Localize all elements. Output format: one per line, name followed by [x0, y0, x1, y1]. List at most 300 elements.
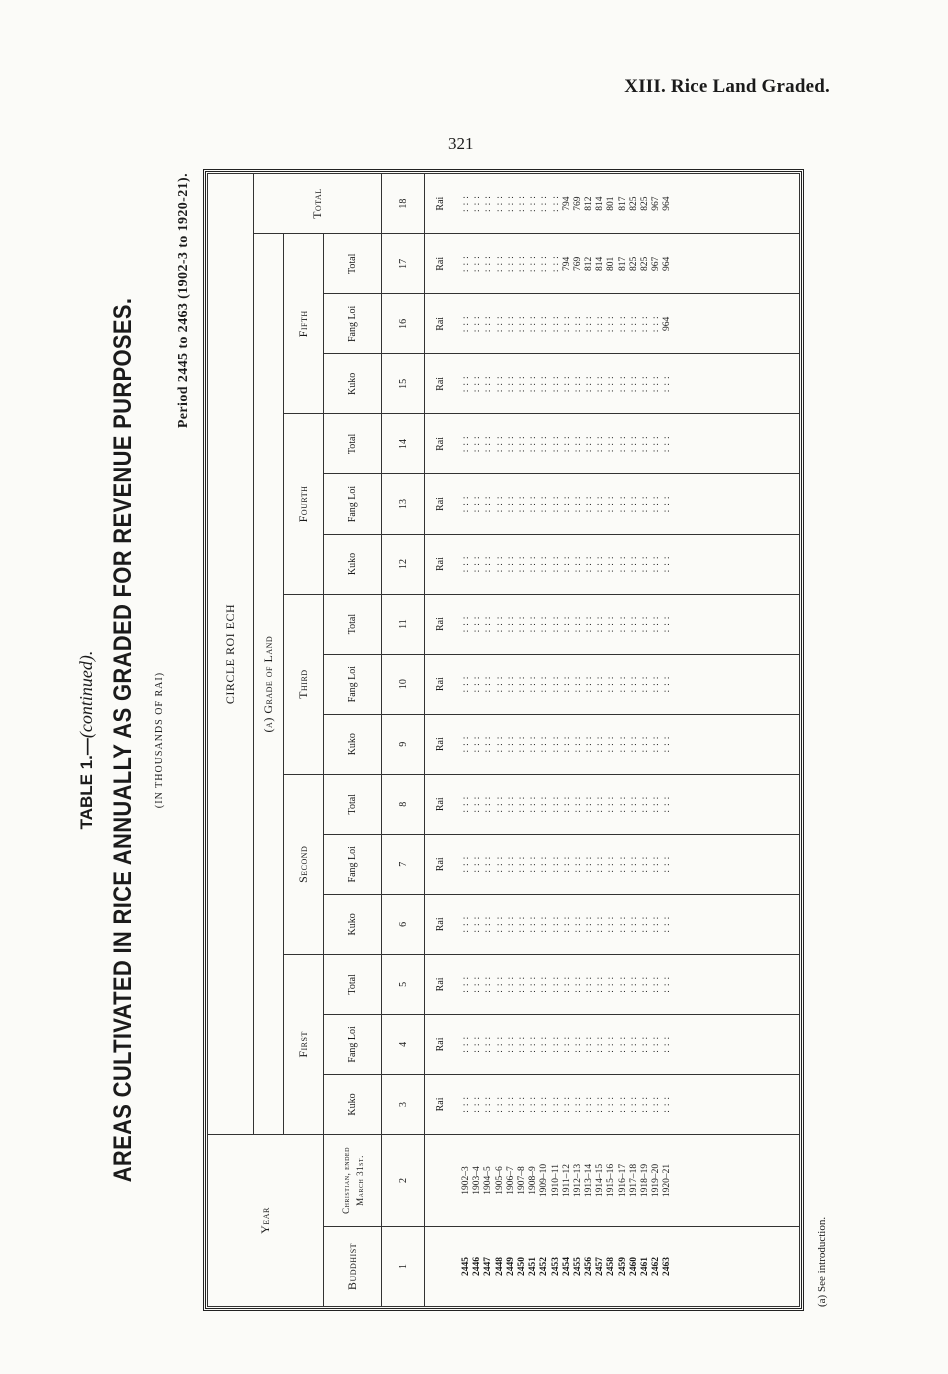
table-cell: 1920–21 — [662, 1163, 673, 1198]
table-cell: : : : — [505, 675, 516, 693]
table-cell: 1906–7 — [505, 1166, 516, 1195]
table-cell: : : : — [505, 735, 516, 753]
table-cell: 825 — [640, 256, 650, 271]
table-cell: : : : — [628, 375, 639, 393]
table-cell: 2454 — [561, 1257, 572, 1276]
table-cell: : : : — [539, 495, 550, 513]
table-cell: : : : — [651, 315, 662, 333]
sub-header-total: Total — [324, 414, 382, 474]
table-cell: : : : — [572, 976, 583, 993]
table-cell: : : : — [662, 1096, 673, 1113]
table-cell: : : : — [651, 976, 662, 993]
table-cell: : : : — [662, 555, 673, 573]
table-cell: : : : — [617, 555, 628, 573]
table-cell: : : : — [483, 255, 494, 273]
sub-header-fang-loi: Fang Loi — [324, 294, 382, 354]
unit-label: Rai — [425, 414, 456, 474]
table-cell: : : : — [528, 315, 539, 333]
table-cell: 2448 — [494, 1257, 505, 1276]
table-cell: : : : — [617, 795, 628, 813]
buddhist-header: Buddhist — [324, 1227, 382, 1307]
table-cell: : : : — [606, 735, 617, 753]
buddhist-year-column — [455, 1227, 800, 1307]
table-cell: : : : — [516, 555, 527, 573]
table-cell: : : : — [617, 1096, 628, 1113]
table-cell: : : : — [550, 195, 561, 212]
table-cell: 812 — [584, 256, 595, 271]
sub-header-total: Total — [324, 774, 382, 834]
table-cell: : : : — [472, 1096, 483, 1113]
table-cell: : : : — [461, 976, 471, 993]
column-number: 10 — [382, 654, 425, 714]
sub-header-total: Total — [324, 594, 382, 654]
table-cell: : : : — [662, 615, 673, 633]
table-cell: : : : — [606, 855, 617, 873]
table-cell: : : : — [494, 675, 505, 693]
table-cell: 2463 — [662, 1257, 673, 1276]
data-column-10 — [455, 654, 800, 714]
unit-label: Rai — [425, 534, 456, 594]
data-column-14 — [455, 414, 800, 474]
table-cell: : : : — [494, 976, 505, 993]
table-cell: : : : — [662, 375, 673, 393]
table-cell: : : : — [516, 915, 527, 933]
unit-label: Rai — [425, 294, 456, 354]
table-cell: : : : — [461, 615, 471, 633]
table-cell: : : : — [494, 255, 505, 273]
table-cell: 1913–14 — [584, 1163, 595, 1198]
circle-header: CIRCLE ROI ECH — [208, 174, 254, 1135]
column-number: 12 — [382, 534, 425, 594]
table-cell: : : : — [640, 1036, 650, 1053]
table-cell: : : : — [561, 1036, 572, 1053]
unit-label: Rai — [425, 354, 456, 414]
table-cell: : : : — [505, 375, 516, 393]
table-cell: : : : — [505, 495, 516, 513]
table-cell: : : : — [595, 1096, 606, 1113]
table-cell: : : : — [662, 675, 673, 693]
table-cell: : : : — [528, 375, 539, 393]
table-cell: 794 — [561, 256, 572, 271]
table-cell: : : : — [617, 855, 628, 873]
table-cell: 1918–19 — [640, 1163, 650, 1198]
table-cell: : : : — [584, 375, 595, 393]
table-cell: : : : — [628, 315, 639, 333]
unit-blank — [425, 1134, 456, 1226]
table-cell: : : : — [595, 495, 606, 513]
table-cell: : : : — [550, 735, 561, 753]
table-cell: : : : — [628, 795, 639, 813]
table-cell: 1915–16 — [606, 1163, 617, 1198]
table-cell: : : : — [572, 795, 583, 813]
table-cell: : : : — [505, 795, 516, 813]
unit-label: Rai — [425, 774, 456, 834]
table-cell: : : : — [539, 1036, 550, 1053]
footnote: (a) See introduction. — [816, 1216, 828, 1307]
christian-year-column — [455, 1134, 800, 1226]
table-cell: 814 — [595, 256, 606, 271]
table-cell: : : : — [539, 735, 550, 753]
table-cell: : : : — [662, 495, 673, 513]
table-title — [76, 165, 97, 1315]
table-cell: : : : — [461, 495, 471, 513]
table-cell: 817 — [617, 256, 628, 271]
table-cell: : : : — [494, 795, 505, 813]
table-cell: 964 — [662, 316, 673, 331]
table-cell: : : : — [472, 976, 483, 993]
table-cell: : : : — [561, 1096, 572, 1113]
table-cell: : : : — [617, 675, 628, 693]
table-cell: : : : — [606, 976, 617, 993]
table-cell: : : : — [539, 855, 550, 873]
table-cell: : : : — [640, 675, 650, 693]
table-cell: : : : — [584, 735, 595, 753]
table-cell: : : : — [461, 375, 471, 393]
column-number: 11 — [382, 594, 425, 654]
table-cell: : : : — [617, 375, 628, 393]
column-number: 4 — [382, 1014, 425, 1074]
table-cell: : : : — [550, 615, 561, 633]
table-cell: 2452 — [539, 1257, 550, 1276]
table-cell: : : : — [640, 976, 650, 993]
sub-header-kuko: Kuko — [324, 714, 382, 774]
table-cell: : : : — [483, 735, 494, 753]
table-cell: : : : — [606, 1036, 617, 1053]
table-cell: : : : — [505, 195, 516, 212]
table-cell: : : : — [628, 615, 639, 633]
table-cell: : : : — [572, 315, 583, 333]
table-cell: : : : — [662, 1036, 673, 1053]
table-cell: : : : — [461, 315, 471, 333]
table-cell: : : : — [572, 615, 583, 633]
table-cell: : : : — [561, 976, 572, 993]
sub-header-fang-loi: Fang Loi — [324, 834, 382, 894]
table-cell: : : : — [561, 435, 572, 453]
table-cell: : : : — [651, 435, 662, 453]
table-cell: 1904–5 — [483, 1166, 494, 1195]
table-cell: : : : — [584, 855, 595, 873]
table-cell: : : : — [651, 795, 662, 813]
table-cell: : : : — [628, 855, 639, 873]
unit-label: Rai — [425, 174, 456, 234]
table-cell: : : : — [617, 495, 628, 513]
grade-fourth-header: Fourth — [284, 414, 324, 594]
table-cell: : : : — [528, 615, 539, 633]
table-cell: : : : — [516, 315, 527, 333]
table-cell: : : : — [528, 915, 539, 933]
column-number: 13 — [382, 474, 425, 534]
table-cell: 1911–12 — [561, 1164, 572, 1197]
table-cell: : : : — [651, 495, 662, 513]
page-number: 321 — [448, 134, 474, 153]
table-cell: 964 — [662, 256, 673, 271]
unit-label: Rai — [425, 714, 456, 774]
table-cell: : : : — [595, 615, 606, 633]
grade-fifth-header: Fifth — [284, 234, 324, 414]
table-cell: : : : — [640, 375, 650, 393]
table-cell: : : : — [461, 1036, 471, 1053]
unit-label: Rai — [425, 954, 456, 1014]
table-cell: : : : — [472, 615, 483, 633]
table-cell: : : : — [628, 435, 639, 453]
table-cell: : : : — [584, 615, 595, 633]
table-cell: : : : — [461, 735, 471, 753]
table-cell: : : : — [651, 915, 662, 933]
table-cell: : : : — [606, 495, 617, 513]
table-cell: 812 — [584, 196, 595, 211]
table-cell: : : : — [539, 615, 550, 633]
table-cell: : : : — [550, 1096, 561, 1113]
table-cell: 2449 — [505, 1257, 516, 1276]
table-cell: 2445 — [461, 1257, 471, 1276]
table-cell: : : : — [595, 555, 606, 573]
table-cell: : : : — [584, 315, 595, 333]
christian-header: Christian, ended March 31st. — [324, 1134, 382, 1226]
table-cell: : : : — [550, 255, 561, 273]
table-cell: : : : — [572, 675, 583, 693]
table-cell: : : : — [516, 495, 527, 513]
table-cell: : : : — [516, 795, 527, 813]
column-number: 5 — [382, 954, 425, 1014]
table-cell: : : : — [550, 555, 561, 573]
table-cell: : : : — [651, 555, 662, 573]
table-cell: : : : — [584, 976, 595, 993]
table-cell: 2457 — [595, 1257, 606, 1276]
sub-header-kuko: Kuko — [324, 534, 382, 594]
data-column-8 — [455, 774, 800, 834]
table-cell: : : : — [651, 1096, 662, 1113]
column-number: 15 — [382, 354, 425, 414]
table-cell: : : : — [483, 315, 494, 333]
table-cell: : : : — [516, 735, 527, 753]
table-cell: : : : — [483, 795, 494, 813]
table-cell: : : : — [651, 735, 662, 753]
table-cell: 1903–4 — [472, 1166, 483, 1195]
table-cell: : : : — [505, 1036, 516, 1053]
unit-label: Rai — [425, 834, 456, 894]
table-cell: : : : — [494, 615, 505, 633]
table-cell: 801 — [606, 196, 617, 211]
table-cell: : : : — [483, 435, 494, 453]
column-number: 16 — [382, 294, 425, 354]
table-cell: : : : — [628, 555, 639, 573]
table-cell: : : : — [539, 795, 550, 813]
table-title-prefix: TABLE 1.— — [77, 738, 96, 830]
grade-third-header: Third — [284, 594, 324, 774]
table-cell: : : : — [572, 855, 583, 873]
sub-header-total: Total — [324, 234, 382, 294]
table-cell: : : : — [651, 675, 662, 693]
table-cell: : : : — [550, 495, 561, 513]
table-cell: 1917–18 — [628, 1163, 639, 1198]
table-cell: : : : — [628, 675, 639, 693]
table-cell: : : : — [606, 315, 617, 333]
table-cell: : : : — [561, 735, 572, 753]
table-cell: : : : — [494, 1036, 505, 1053]
table-cell: 2446 — [472, 1257, 483, 1276]
grade-second-header: Second — [284, 774, 324, 954]
data-column-3 — [455, 1074, 800, 1134]
table-cell: : : : — [561, 615, 572, 633]
unit-label: Rai — [425, 474, 456, 534]
table-cell: 817 — [617, 196, 628, 211]
table-cell: : : : — [572, 1036, 583, 1053]
table-cell: 964 — [662, 196, 673, 211]
table-cell: : : : — [628, 1096, 639, 1113]
table-cell: : : : — [516, 255, 527, 273]
table-cell: : : : — [606, 795, 617, 813]
table-cell: : : : — [539, 976, 550, 993]
table-cell: : : : — [640, 555, 650, 573]
table-cell: : : : — [528, 495, 539, 513]
table-cell: : : : — [505, 615, 516, 633]
table-cell: : : : — [550, 915, 561, 933]
table-cell: : : : — [472, 1036, 483, 1053]
table-cell: : : : — [472, 675, 483, 693]
table-cell: 2460 — [628, 1257, 639, 1276]
table-cell: : : : — [662, 976, 673, 993]
table-cell: : : : — [595, 675, 606, 693]
table-cell: : : : — [606, 615, 617, 633]
table-cell: : : : — [628, 735, 639, 753]
table-cell: 814 — [595, 196, 606, 211]
table-cell: : : : — [595, 315, 606, 333]
column-number: 18 — [382, 174, 425, 234]
table-cell: : : : — [606, 375, 617, 393]
table-cell: : : : — [595, 795, 606, 813]
table-cell: : : : — [640, 1096, 650, 1113]
table-cell: : : : — [516, 1036, 527, 1053]
table-cell: 825 — [628, 256, 639, 271]
table-frame — [203, 169, 804, 1311]
table-cell: : : : — [550, 375, 561, 393]
table-cell: : : : — [461, 915, 471, 933]
unit-label: Rai — [425, 654, 456, 714]
data-column-15 — [455, 354, 800, 414]
table-cell: : : : — [472, 555, 483, 573]
table-cell: : : : — [516, 976, 527, 993]
table-cell: : : : — [483, 495, 494, 513]
table-cell: : : : — [483, 1036, 494, 1053]
column-number: 8 — [382, 774, 425, 834]
data-column-13 — [455, 474, 800, 534]
table-cell: : : : — [494, 195, 505, 212]
table-cell: : : : — [640, 615, 650, 633]
table-cell: : : : — [550, 675, 561, 693]
table-cell: : : : — [617, 315, 628, 333]
table-cell: : : : — [606, 435, 617, 453]
table-cell: : : : — [640, 315, 650, 333]
data-column-16 — [455, 294, 800, 354]
table-cell: : : : — [561, 855, 572, 873]
table-cell: : : : — [472, 855, 483, 873]
table-cell: : : : — [595, 915, 606, 933]
grand-total-header: Total — [254, 174, 382, 234]
table-cell: : : : — [539, 915, 550, 933]
table-cell: : : : — [539, 315, 550, 333]
table-cell: : : : — [461, 255, 471, 273]
table-cell: : : : — [472, 375, 483, 393]
table-cell: : : : — [528, 195, 539, 212]
table-cell: 2455 — [572, 1257, 583, 1276]
table-cell: : : : — [539, 255, 550, 273]
data-column-17 — [455, 234, 800, 294]
table-cell: : : : — [472, 495, 483, 513]
table-cell: : : : — [516, 855, 527, 873]
table-cell: : : : — [651, 1036, 662, 1053]
grade-header: (a) Grade of Land — [254, 234, 284, 1135]
table-cell: : : : — [595, 976, 606, 993]
table-cell: : : : — [561, 555, 572, 573]
column-number: 1 — [382, 1227, 425, 1307]
table-cell: : : : — [472, 735, 483, 753]
table-cell: : : : — [539, 375, 550, 393]
table-cell: : : : — [640, 735, 650, 753]
table-cell: : : : — [539, 1096, 550, 1113]
table-cell: : : : — [505, 435, 516, 453]
table-cell: : : : — [640, 495, 650, 513]
table-cell: : : : — [662, 735, 673, 753]
table-cell: : : : — [472, 795, 483, 813]
column-number: 6 — [382, 894, 425, 954]
sub-header-fang-loi: Fang Loi — [324, 1014, 382, 1074]
table-title-continued: (continued). — [76, 650, 96, 739]
table-cell: : : : — [505, 915, 516, 933]
table-cell: 1907–8 — [516, 1166, 527, 1195]
table-cell: : : : — [528, 1096, 539, 1113]
table-cell: : : : — [528, 735, 539, 753]
table-cell: : : : — [461, 555, 471, 573]
table-cell: : : : — [494, 735, 505, 753]
table-cell: 2451 — [528, 1257, 539, 1276]
table-cell: : : : — [461, 1096, 471, 1113]
table-cell: : : : — [494, 555, 505, 573]
table-cell: 2461 — [640, 1257, 650, 1276]
table-cell: : : : — [606, 915, 617, 933]
table-cell: : : : — [584, 495, 595, 513]
column-number: 17 — [382, 234, 425, 294]
table-cell: 1919–20 — [651, 1163, 662, 1198]
table-cell: : : : — [528, 976, 539, 993]
table-cell: 2459 — [617, 1257, 628, 1276]
table-cell: : : : — [561, 495, 572, 513]
period-label: Period 2445 to 2463 (1902-3 to 1920-21). — [176, 173, 191, 429]
table-cell: 769 — [572, 256, 583, 271]
table-cell: : : : — [550, 855, 561, 873]
table-cell: 2456 — [584, 1257, 595, 1276]
table-cell: : : : — [617, 976, 628, 993]
table-cell: : : : — [662, 855, 673, 873]
grade-first-header: First — [284, 954, 324, 1134]
column-number: 7 — [382, 834, 425, 894]
table-cell: : : : — [539, 555, 550, 573]
table-cell: : : : — [572, 435, 583, 453]
table-cell: : : : — [662, 435, 673, 453]
year-header: Year — [208, 1134, 324, 1306]
data-column-12 — [455, 534, 800, 594]
table-cell: 801 — [606, 256, 617, 271]
table-cell: : : : — [494, 855, 505, 873]
table-cell: : : : — [461, 195, 471, 212]
unit-label: Rai — [425, 234, 456, 294]
table-cell: : : : — [550, 1036, 561, 1053]
table-cell: 1905–6 — [494, 1166, 505, 1195]
table-cell: : : : — [461, 435, 471, 453]
data-column-6 — [455, 894, 800, 954]
sub-header-kuko: Kuko — [324, 354, 382, 414]
table-cell: : : : — [516, 675, 527, 693]
column-number: 9 — [382, 714, 425, 774]
